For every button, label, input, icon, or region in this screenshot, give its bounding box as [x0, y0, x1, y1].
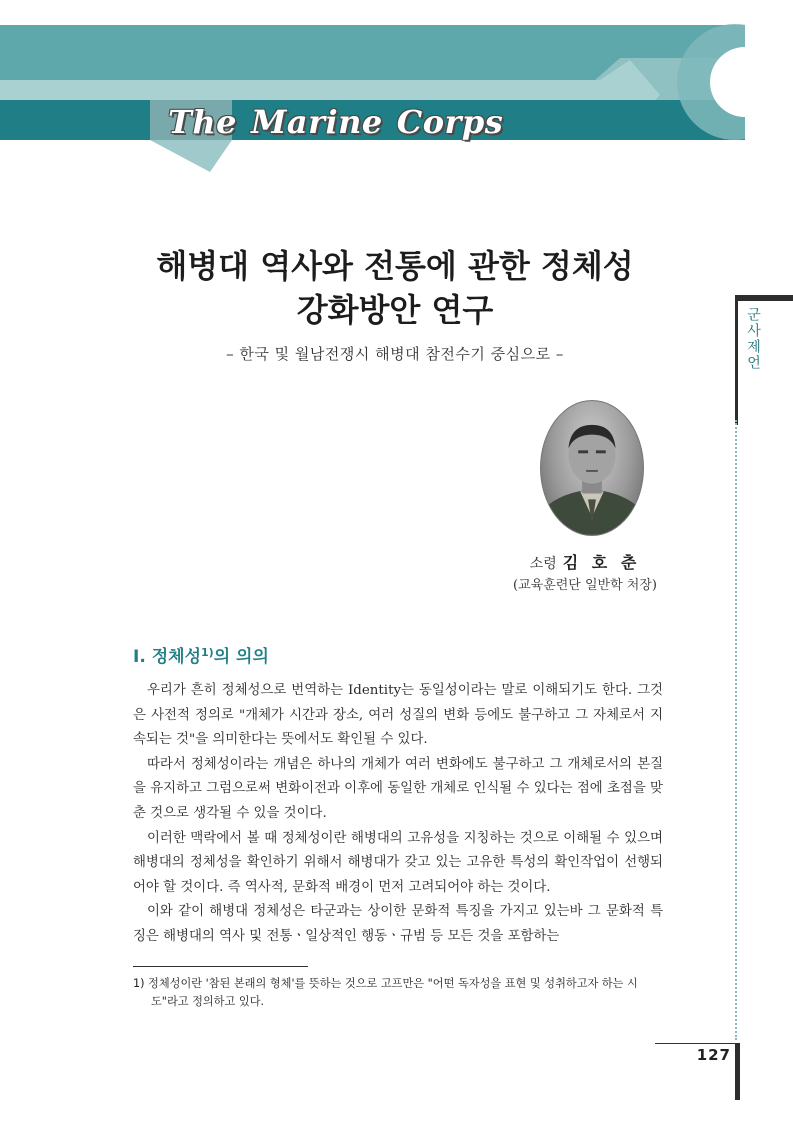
side-tab-rule-left — [735, 295, 738, 425]
article-subtitle: – 한국 및 월남전쟁시 해병대 참전수기 중심으로 – — [226, 345, 564, 363]
author-name: 김 호 춘 — [562, 553, 641, 572]
paragraph: 우리가 흔히 정체성으로 번역하는 Identity는 동일성이라는 말로 이해되기도 한다. 그것은 사전적 정의로 "개체가 시간과 장소, 여러 성질의 변화 등에도 불구하고 그 자체로서 지속되는 것"을 의미한다는 뜻에서도 확인될 수 있다. — [133, 683, 663, 748]
author-portrait — [540, 400, 644, 536]
banner-word-2: Marine — [250, 103, 383, 141]
author-portrait-image — [541, 401, 643, 535]
page-edge-bar — [735, 1043, 740, 1100]
section-side-tab — [735, 295, 793, 425]
section-number: Ⅰ. — [133, 647, 146, 667]
side-tab-rule-top — [735, 295, 793, 301]
article-title-line-2: 강화방안 연구 — [296, 291, 494, 329]
footnote-ref: 1) — [201, 646, 214, 659]
page-number: 127 — [696, 1046, 731, 1064]
paragraph: 이러한 맥락에서 볼 때 정체성이란 해병대의 고유성을 지칭하는 것으로 이해될 수 있으며 해병대의 정체성을 확인하기 위해서 해병대가 갖고 있는 고유한 특성의 확인작업이 선행되어야 할 것이다. 즉 역사적, 문화적 배경이 먼저 고려되어야 하는 것이다. — [133, 830, 663, 895]
header-banner — [0, 0, 793, 180]
footnote: 1) 정체성이란 '참된 본래의 형체'를 뜻하는 것으로 고프만은 "어떤 독자성을 표현 및 성취하고자 하는 시도"라고 정의하고 있다. — [133, 977, 638, 1008]
section-heading — [133, 642, 269, 667]
section-heading-tail: 의 의의 — [213, 647, 269, 667]
footnote-rule — [133, 966, 308, 967]
page-number-rule — [655, 1043, 738, 1044]
article-title-line-1: 해병대 역사와 전통에 관한 정체성 — [156, 247, 634, 285]
author-affiliation: (교육훈련단 일반학 처장) — [513, 578, 657, 593]
paragraph: 이와 같이 해병대 정체성은 타군과는 상이한 문화적 특징을 가지고 있는바 그 문화적 특징은 해병대의 역사 및 전통ㆍ일상적인 행동ㆍ규범 등 모든 것을 포함하는 — [133, 904, 663, 944]
banner-word-1: The — [168, 103, 237, 141]
author-byline — [500, 550, 670, 573]
body-text — [133, 679, 663, 950]
banner-title — [168, 103, 503, 141]
side-dotted-rule — [735, 420, 739, 1040]
paragraph: 따라서 정체성이라는 개념은 하나의 개체가 여러 변화에도 불구하고 그 개체로서의 본질을 유지하고 그럼으로써 변화이전과 이후에 동일한 개체로 인식될 수 있다는 점에 초점을 맞춘 것으로 생각될 수 있을 것이다. — [133, 756, 663, 821]
banner-graphic — [0, 0, 793, 180]
banner-word-3: Corps — [396, 103, 504, 141]
side-tab-label: 군사제언 — [745, 307, 761, 371]
section-heading-text: 정체성 — [151, 647, 201, 667]
article-title — [100, 244, 690, 332]
author-rank: 소령 — [529, 556, 557, 572]
